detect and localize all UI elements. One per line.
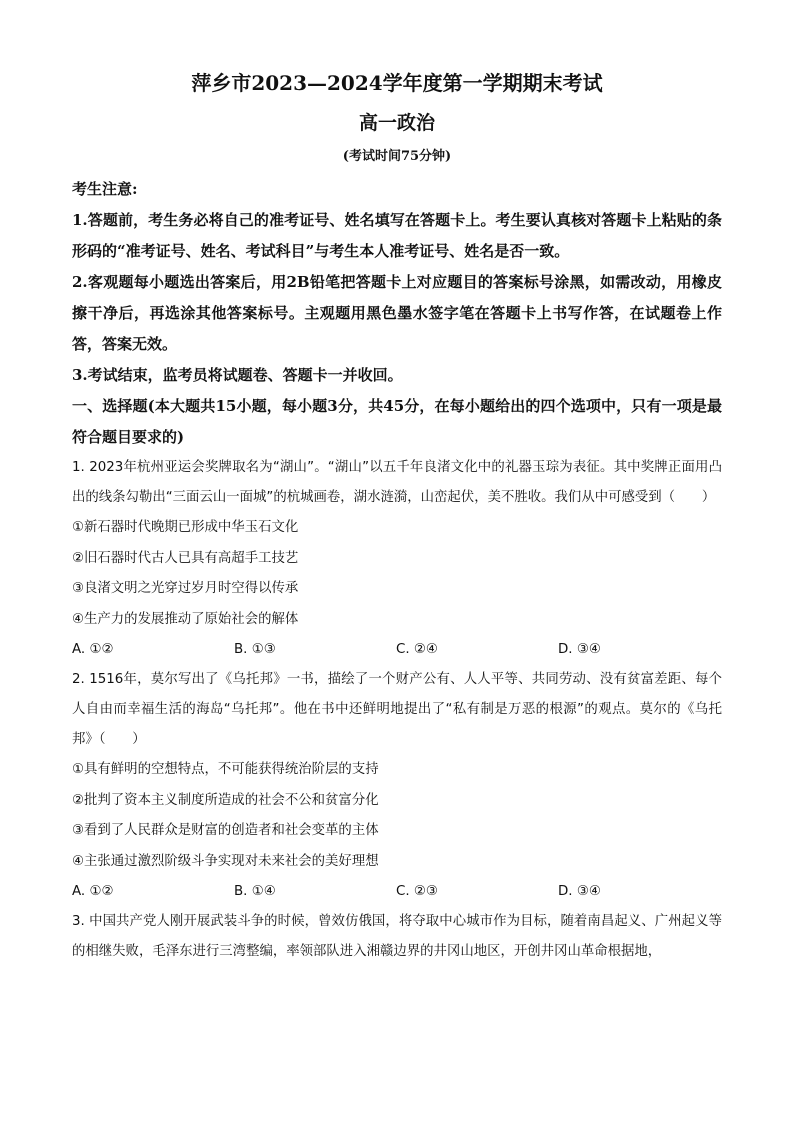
notice-item: 1.答题前，考生务必将自己的准考证号、姓名填写在答题卡上。考生要认真核对答题卡上粘贴的条形码的“准考证号、姓名、考试科目”与考生本人准考证号、姓名是否一致。 [72,211,722,260]
question-statement: ②批判了资本主义制度所造成的社会不公和贫富分化 [72,792,379,808]
exam-subject: 高一政治 [358,112,435,134]
option-a: A. ①② [72,884,114,899]
option-c: C. ②③ [396,884,438,899]
answer-options [72,635,722,665]
option-d: D. ③④ [558,884,601,899]
option-b: B. ①④ [234,884,276,899]
option-a: A. ①② [72,642,114,657]
exam-title: 萍乡市2023—2024学年度第一学期期末考试 [191,71,603,95]
notice-item: 3.考试结束，监考员将试题卷、答题卡一并收回。 [72,366,403,384]
question-3 [72,907,722,967]
question-stem: 3. 中国共产党人刚开展武装斗争的时候，曾效仿俄国，将夺取中心城市作为目标，随着南昌起义、广州起义等的相继失败，毛泽东进行三湾整编，率领部队进入湘赣边界的井冈山地区，开创井冈山革命根据地， [72,914,722,959]
notice-item: 2.客观题每小题选出答案后，用2B铅笔把答题卡上对应题目的答案标号涂黑，如需改动，用橡皮擦干净后，再选涂其他答案标号。主观题用黑色墨水签字笔在答题卡上书写作答，在试题卷上作答，答案无效。 [72,273,722,353]
exam-time-note: (考试时间75分钟) [342,149,452,164]
candidate-notice [72,174,722,391]
question-statement: ①新石器时代晚期已形成中华玉石文化 [72,520,299,535]
section-heading: 一、选择题(本大题共15小题，每小题3分，共45分，在每小题给出的四个选项中，只有一项是最符合题目要求的) [72,397,722,446]
question-2 [72,665,722,907]
question-stem: 1. 2023年杭州亚运会奖牌取名为“湖山”。“湖山”以五千年良渚文化中的礼器玉琮为表征。其中奖牌正面用凸出的线条勾勒出“三面云山一面城”的杭城画卷，湖水涟漪，山峦起伏，美不胜收。我们从中可感受到（ ） [72,460,722,505]
notice-heading: 考生注意: [72,180,138,198]
option-b: B. ①③ [234,642,276,657]
question-statement: ③良渚文明之光穿过岁月时空得以传承 [72,581,299,596]
question-statement: ④生产力的发展推动了原始社会的解体 [72,611,299,627]
question-statement: ③看到了人民群众是财富的创造者和社会变革的主体 [72,823,379,838]
option-c: C. ②④ [396,642,438,657]
question-statement: ④主张通过激烈阶级斗争实现对未来社会的美好理想 [72,853,379,869]
question-stem: 2. 1516年，莫尔写出了《乌托邦》一书，描绘了一个财产公有、人人平等、共同劳动、没有贫富差距、每个人自由而幸福生活的海岛“乌托邦”。他在书中还鲜明地提出了“私有制是万恶的根源”的观点。莫尔的《乌托邦》（ ） [72,672,722,747]
answer-options [72,877,722,907]
question-1 [72,453,722,665]
option-d: D. ③④ [558,642,601,657]
question-statement: ②旧石器时代古人已具有高超手工技艺 [72,550,299,566]
question-statement: ①具有鲜明的空想特点，不可能获得统治阶层的支持 [72,762,379,777]
